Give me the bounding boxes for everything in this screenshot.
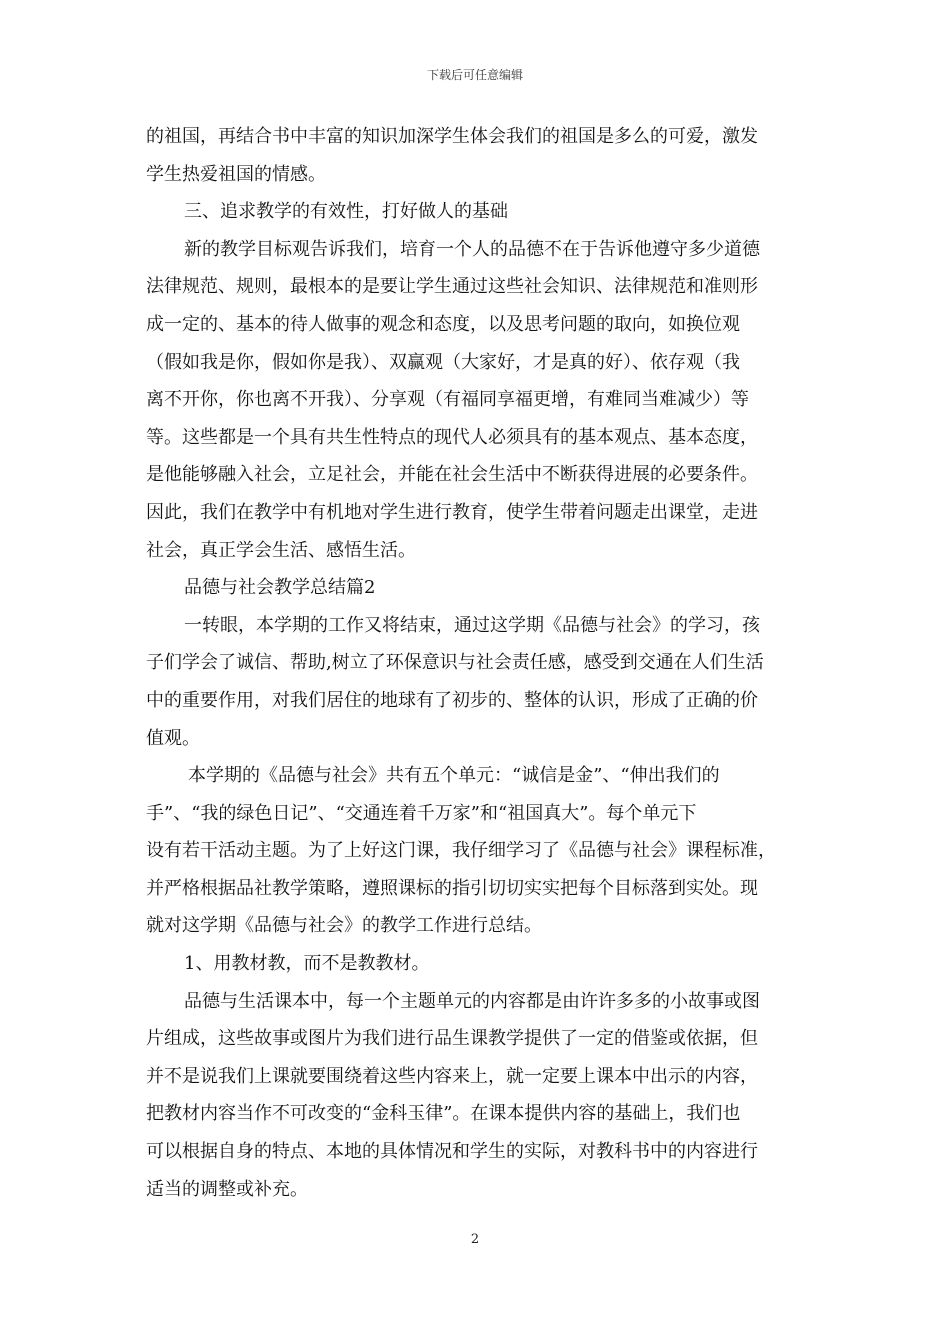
text-line: 子们学会了诚信、帮助,树立了环保意识与社会责任感，感受到交通在人们生活 <box>146 652 764 674</box>
section-heading: 1、用教材教，而不是教教材。 <box>184 953 430 975</box>
text-line: 新的教学目标观告诉我们，培育一个人的品德不在于告诉他遵守多少道德 <box>184 238 760 260</box>
text-line: 就对这学期《品德与社会》的教学工作进行总结。 <box>146 915 542 937</box>
section-heading: 三、追求教学的有效性，打好做人的基础 <box>184 201 508 223</box>
article-title: 品德与社会教学总结篇2 <box>184 577 376 599</box>
text-line: 设有若干活动主题。为了上好这门课，我仔细学习了《品德与社会》课程标准， <box>146 840 776 862</box>
text-line: 因此，我们在教学中有机地对学生进行教育，使学生带着问题走出课堂，走进 <box>146 501 758 523</box>
text-line: 并严格根据品社教学策略，遵照课标的指引切切实实把每个目标落到实处。现 <box>146 877 758 899</box>
text-line: 并不是说我们上课就要围绕着这些内容来上，就一定要上课本中出示的内容， <box>146 1065 758 1087</box>
text-line: 成一定的、基本的待人做事的观念和态度，以及思考问题的取向，如换位观 <box>146 313 740 335</box>
text-line: 值观。 <box>146 727 200 749</box>
text-line: 把教材内容当作不可改变的“金科玉律”。在课本提供内容的基础上，我们也 <box>146 1103 741 1125</box>
text-line: 社会，真正学会生活、感悟生活。 <box>146 539 416 561</box>
text-line: 的祖国，再结合书中丰富的知识加深学生体会我们的祖国是多么的可爱，激发 <box>146 126 758 147</box>
text-line: 法律规范、规则，最根本的是要让学生通过这些社会知识、法律规范和准则形 <box>146 276 758 298</box>
text-line: 手”、“我的绿色日记”、“交通连着千万家”和“祖国真大”。每个单元下 <box>146 802 697 824</box>
text-line: 本学期的《品德与社会》共有五个单元：“诚信是金”、“伸出我们的 <box>188 765 720 787</box>
text-line: 一转眼，本学期的工作又将结束，通过这学期《品德与社会》的学习，孩 <box>184 614 760 636</box>
text-line: （假如我是你，假如你是我）、双赢观（大家好，才是真的好）、依存观（我 <box>146 351 740 373</box>
document-body <box>146 118 811 1208</box>
text-line: 片组成，这些故事或图片为我们进行品生课教学提供了一定的借鉴或依据，但 <box>146 1028 758 1050</box>
page-number: 2 <box>470 1232 480 1247</box>
text-line: 是他能够融入社会，立足社会，并能在社会生活中不断获得进展的必要条件。 <box>146 464 758 486</box>
text-line: 品德与生活课本中，每一个主题单元的内容都是由许许多多的小故事或图 <box>184 990 760 1012</box>
text-line: 适当的调整或补充。 <box>146 1178 308 1200</box>
text-line: 离不开你，你也离不开我）、分享观（有福同享福更增，有难同当难减少）等 <box>146 389 749 411</box>
text-line: 等。这些都是一个具有共生性特点的现代人必须具有的基本观点、基本态度， <box>146 426 758 448</box>
text-line: 中的重要作用，对我们居住的地球有了初步的、整体的认识，形成了正确的价 <box>146 689 758 711</box>
page-header: 下载后可任意编辑 <box>426 68 523 82</box>
text-line: 学生热爱祖国的情感。 <box>146 163 326 185</box>
text-line: 可以根据自身的特点、本地的具体情况和学生的实际，对教科书中的内容进行 <box>146 1141 758 1163</box>
